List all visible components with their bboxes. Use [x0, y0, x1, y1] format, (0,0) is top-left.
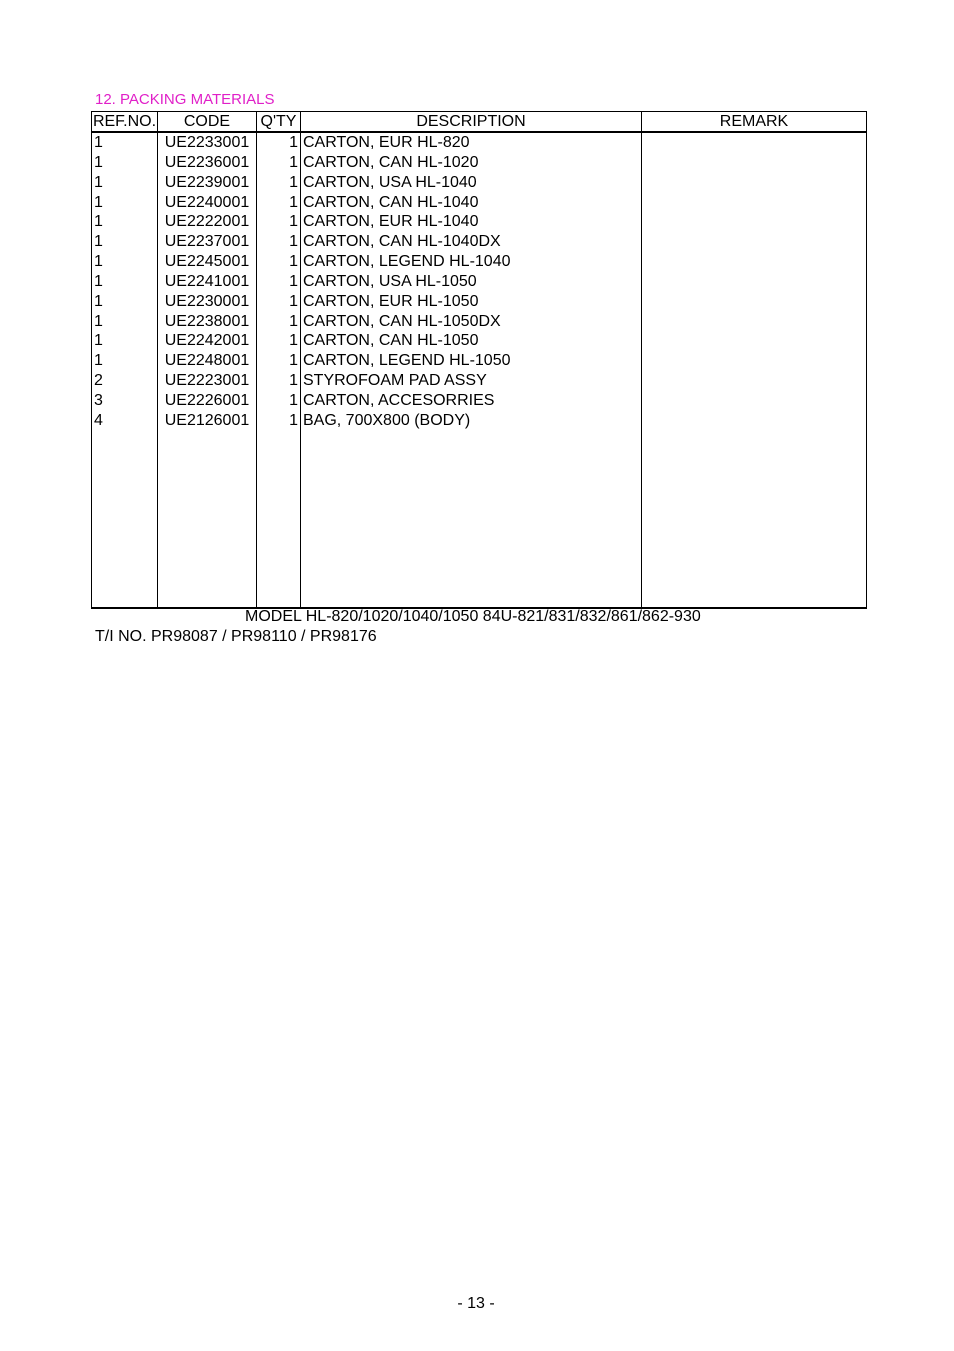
- code-cell: UE2240001: [164, 193, 250, 211]
- technical-info-line: T/I NO. PR98087 / PR98110 / PR98176: [95, 628, 377, 645]
- description-cell: CARTON, LEGEND HL-1050: [303, 352, 511, 370]
- qty-cell: 1: [289, 312, 298, 330]
- packing-materials-table: [91, 111, 867, 609]
- qty-cell: 1: [289, 411, 298, 429]
- remark-cell: [642, 292, 866, 312]
- description-cell: CARTON, EUR HL-1050: [303, 292, 479, 310]
- qty-cell: 1: [289, 352, 298, 370]
- code-cell: UE2126001: [164, 411, 250, 429]
- description-cell: STYROFOAM PAD ASSY: [303, 372, 487, 390]
- remark-cell: [642, 331, 866, 351]
- description-cell: CARTON, ACCESORRIES: [303, 391, 495, 409]
- remark-cell: [642, 252, 866, 272]
- ref-no-cell: 1: [94, 233, 103, 251]
- code-cell: UE2248001: [164, 352, 250, 370]
- remark-cell: [642, 133, 866, 153]
- remark-cell: [642, 272, 866, 292]
- ref-no-cell: 1: [94, 173, 103, 191]
- qty-cell: 1: [289, 153, 298, 171]
- qty-cell: 1: [289, 253, 298, 271]
- qty-cell: 1: [289, 332, 298, 350]
- ref-no-cell: 1: [94, 292, 103, 310]
- page-number-text: - 13 -: [457, 1295, 495, 1312]
- ref-no-cell: 1: [94, 352, 103, 370]
- ref-no-cell: 1: [94, 332, 103, 350]
- remark-cell: [642, 351, 866, 371]
- qty-column: [257, 132, 301, 608]
- code-cell: UE2233001: [164, 134, 250, 151]
- description-cell: CARTON, USA HL-1040: [303, 173, 477, 191]
- code-column: [158, 132, 257, 608]
- qty-cell: 1: [289, 372, 298, 390]
- code-cell: UE2239001: [164, 173, 250, 191]
- code-cell: UE2226001: [164, 391, 250, 409]
- description-cell: CARTON, EUR HL-820: [303, 134, 470, 151]
- ref-no-cell: 1: [94, 253, 103, 271]
- header-remark: REMARK: [642, 112, 867, 133]
- remark-cell: [642, 153, 866, 173]
- qty-cell: 1: [289, 272, 298, 290]
- description-cell: CARTON, CAN HL-1040DX: [303, 233, 501, 251]
- code-cell: UE2237001: [164, 233, 250, 251]
- qty-cell: 1: [289, 173, 298, 191]
- qty-cell: 1: [289, 391, 298, 409]
- ref-no-cell: 1: [94, 213, 103, 231]
- remark-cell: [642, 232, 866, 252]
- ref-no-cell: 1: [94, 193, 103, 211]
- qty-cell: 1: [289, 193, 298, 211]
- ref-no-cell: 4: [94, 411, 103, 429]
- remark-cell: [642, 371, 866, 391]
- ref-no-cell: 3: [94, 391, 103, 409]
- ref-no-column: [92, 132, 158, 608]
- description-column: [301, 132, 642, 608]
- remark-cell: [642, 173, 866, 193]
- model-line: MODEL HL-820/1020/1040/1050 84U-821/831/832/861/862-930: [245, 608, 701, 625]
- code-cell: UE2241001: [164, 272, 250, 290]
- section-title: 12. PACKING MATERIALS: [95, 91, 275, 108]
- remark-cell: [642, 193, 866, 213]
- page-number: [0, 1294, 954, 1313]
- description-cell: CARTON, LEGEND HL-1040: [303, 253, 511, 271]
- code-cell: UE2242001: [164, 332, 250, 350]
- description-cell: CARTON, CAN HL-1020: [303, 153, 479, 171]
- remark-cell: [642, 312, 866, 332]
- ref-no-cell: 1: [94, 272, 103, 290]
- code-cell: UE2238001: [164, 312, 250, 330]
- header-ref-no: REF.NO.: [92, 112, 158, 133]
- code-cell: UE2230001: [164, 292, 250, 310]
- table-body-row: [92, 132, 867, 608]
- code-cell: UE2223001: [164, 372, 250, 390]
- qty-cell: 1: [289, 233, 298, 251]
- description-cell: CARTON, CAN HL-1040: [303, 193, 479, 211]
- ref-no-cell: 1: [94, 134, 103, 151]
- description-cell: CARTON, EUR HL-1040: [303, 213, 479, 231]
- qty-cell: 1: [289, 134, 298, 151]
- header-qty: Q'TY: [257, 112, 301, 133]
- qty-cell: 1: [289, 213, 298, 231]
- ref-no-cell: 1: [94, 153, 103, 171]
- header-code: CODE: [158, 112, 257, 133]
- ref-no-cell: 2: [94, 372, 103, 390]
- ref-no-cell: 1: [94, 312, 103, 330]
- remark-column: [642, 132, 867, 608]
- remark-cell: [642, 411, 866, 431]
- table-header-row: [92, 112, 867, 133]
- remark-cell: [642, 212, 866, 232]
- qty-cell: 1: [289, 292, 298, 310]
- description-cell: BAG, 700X800 (BODY): [303, 411, 471, 429]
- description-cell: CARTON, CAN HL-1050: [303, 332, 479, 350]
- code-cell: UE2236001: [164, 153, 250, 171]
- header-description: DESCRIPTION: [301, 112, 642, 133]
- description-cell: CARTON, USA HL-1050: [303, 272, 477, 290]
- code-cell: UE2245001: [164, 253, 250, 271]
- code-cell: UE2222001: [164, 213, 250, 231]
- remark-cell: [642, 391, 866, 411]
- description-cell: CARTON, CAN HL-1050DX: [303, 312, 501, 330]
